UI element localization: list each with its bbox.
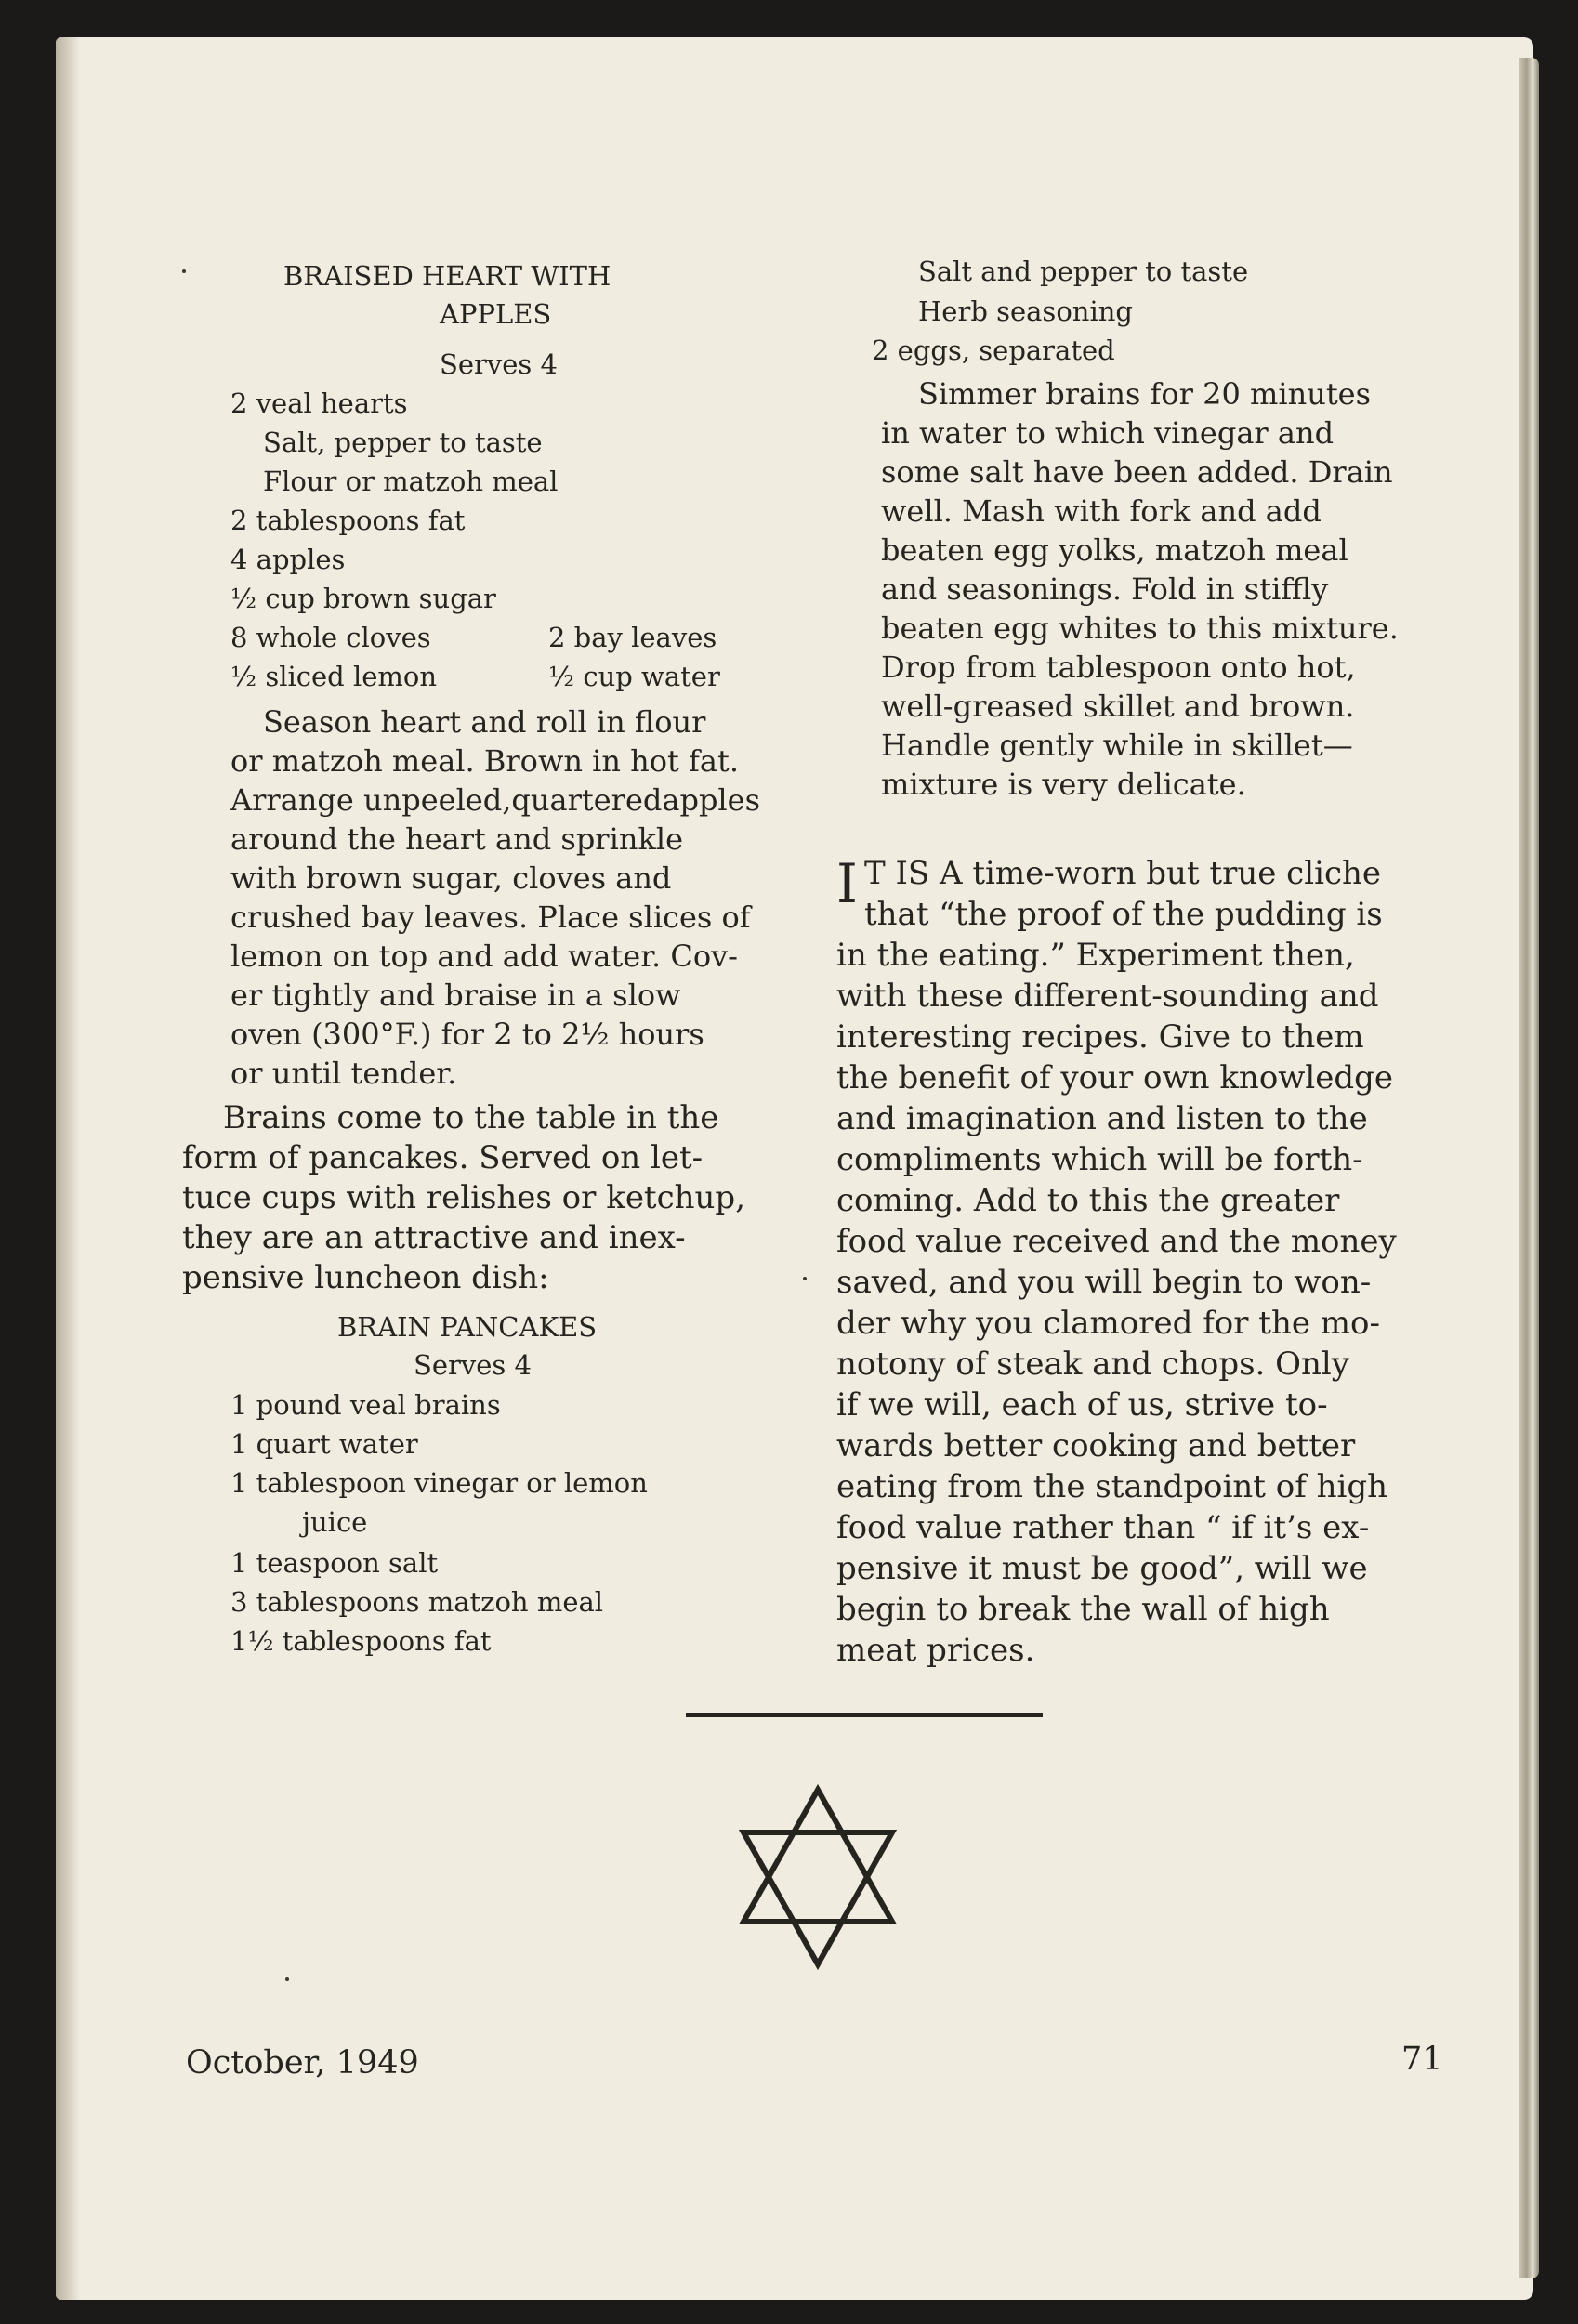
recipe-title-line-1: BRAISED HEART WITH <box>283 260 611 292</box>
closing-line: the benefit of your own knowledge <box>836 1059 1394 1096</box>
method-line: Drop from tablespoon onto hot, <box>881 650 1356 685</box>
intro-line: Brains come to the table in the <box>223 1099 719 1136</box>
closing-line: that “the proof of the pudding is <box>864 896 1383 933</box>
closing-line: eating from the standpoint of high <box>836 1468 1388 1505</box>
closing-line: compliments which will be forth- <box>836 1141 1363 1178</box>
closing-line: food value rather than “ if it’s ex- <box>836 1509 1370 1546</box>
star-of-david-icon <box>734 1784 901 1970</box>
recipe-serves: Serves 4 <box>440 348 558 380</box>
intro-line: form of pancakes. Served on let- <box>182 1139 704 1176</box>
method-line: well-greased skillet and brown. <box>881 689 1355 724</box>
method-line: Simmer brains for 20 minutes <box>918 376 1372 412</box>
section-divider <box>686 1713 1043 1717</box>
closing-line: in the eating.” Experiment then, <box>836 937 1355 974</box>
ingredient-line: juice <box>302 1506 368 1538</box>
spine-shadow <box>56 37 80 2300</box>
method-line: lemon on top and add water. Cov- <box>230 939 738 974</box>
closing-line: T IS A time-worn but true cliche <box>864 855 1382 892</box>
method-line: with brown sugar, cloves and <box>230 860 672 896</box>
method-line: Season heart and roll in flour <box>263 704 706 740</box>
method-line: mixture is very delicate. <box>881 767 1246 802</box>
closing-line: wards better cooking and better <box>836 1427 1356 1464</box>
ingredient-line: Flour or matzoh meal <box>263 466 559 497</box>
ingredient-line: 2 tablespoons fat <box>230 505 466 536</box>
ingredient-line: ½ cup water <box>548 661 720 692</box>
closing-line: begin to break the wall of high <box>836 1591 1330 1628</box>
method-line: Arrange unpeeled,quarteredapples <box>230 782 761 818</box>
recipe-title-line-2: APPLES <box>440 298 552 330</box>
method-line: beaten egg yolks, matzoh meal <box>881 532 1348 568</box>
method-line: or matzoh meal. Brown in hot fat. <box>230 743 739 779</box>
closing-line: notony of steak and chops. Only <box>836 1346 1350 1383</box>
method-line: well. Mash with fork and add <box>881 493 1322 529</box>
ingredient-line: 4 apples <box>230 544 346 575</box>
ingredient-line: Salt and pepper to taste <box>918 256 1249 287</box>
closing-line: pensive it must be good”, will we <box>836 1550 1368 1587</box>
closing-line: interesting recipes. Give to them <box>836 1018 1364 1056</box>
method-line: beaten egg whites to this mixture. <box>881 611 1399 646</box>
intro-line: they are an attractive and inex- <box>182 1219 686 1256</box>
closing-line: food value received and the money <box>836 1223 1397 1260</box>
intro-line: pensive luncheon dish: <box>182 1259 549 1296</box>
ingredient-line: 3 tablespoons matzoh meal <box>230 1586 604 1618</box>
ingredient-line: Salt, pepper to taste <box>263 427 543 458</box>
ingredient-line: Herb seasoning <box>918 295 1133 327</box>
ingredient-line: 1½ tablespoons fat <box>230 1625 492 1657</box>
method-line: or until tender. <box>230 1056 457 1091</box>
closing-line: and imagination and listen to the <box>836 1100 1368 1137</box>
intro-line: tuce cups with relishes or ketchup, <box>182 1179 746 1216</box>
ingredient-line: 8 whole cloves <box>230 622 431 653</box>
ingredient-line: ½ sliced lemon <box>230 661 438 692</box>
closing-line: der why you clamored for the mo- <box>836 1305 1380 1342</box>
ingredient-line: 1 tablespoon vinegar or lemon <box>230 1467 648 1499</box>
recipe-title: BRAIN PANCAKES <box>337 1311 598 1343</box>
method-line: and seasonings. Fold in stiffly <box>881 571 1329 607</box>
issue-date: October, 1949 <box>186 2044 419 2081</box>
speck <box>803 1277 807 1280</box>
closing-line: coming. Add to this the greater <box>836 1182 1340 1219</box>
page-number: 71 <box>1401 2041 1443 2078</box>
ingredient-line: 1 pound veal brains <box>230 1389 501 1421</box>
method-line: oven (300°F.) for 2 to 2½ hours <box>230 1017 704 1052</box>
closing-line: if we will, each of us, strive to- <box>836 1386 1328 1424</box>
ingredient-line: 1 quart water <box>230 1428 418 1460</box>
ingredient-line: 1 teaspoon salt <box>230 1547 439 1579</box>
speck <box>285 1977 289 1981</box>
closing-line: meat prices. <box>836 1632 1035 1669</box>
method-line: around the heart and sprinkle <box>230 821 683 857</box>
method-line: crushed bay leaves. Place slices of <box>230 899 751 935</box>
method-line: some salt have been added. Drain <box>881 454 1393 490</box>
method-line: er tightly and braise in a slow <box>230 978 681 1013</box>
page-edge <box>1519 58 1539 2278</box>
ingredient-line: 2 bay leaves <box>548 622 717 653</box>
ingredient-line: 2 eggs, separated <box>872 335 1115 366</box>
method-line: Handle gently while in skillet— <box>881 728 1353 763</box>
speck <box>182 269 186 273</box>
ingredient-line: ½ cup brown sugar <box>230 583 496 614</box>
drop-cap: I <box>836 852 858 915</box>
closing-line: saved, and you will begin to won- <box>836 1264 1372 1301</box>
recipe-serves: Serves 4 <box>414 1349 532 1381</box>
method-line: in water to which vinegar and <box>881 415 1335 451</box>
ingredient-line: 2 veal hearts <box>230 387 408 419</box>
closing-line: with these different-sounding and <box>836 978 1379 1015</box>
